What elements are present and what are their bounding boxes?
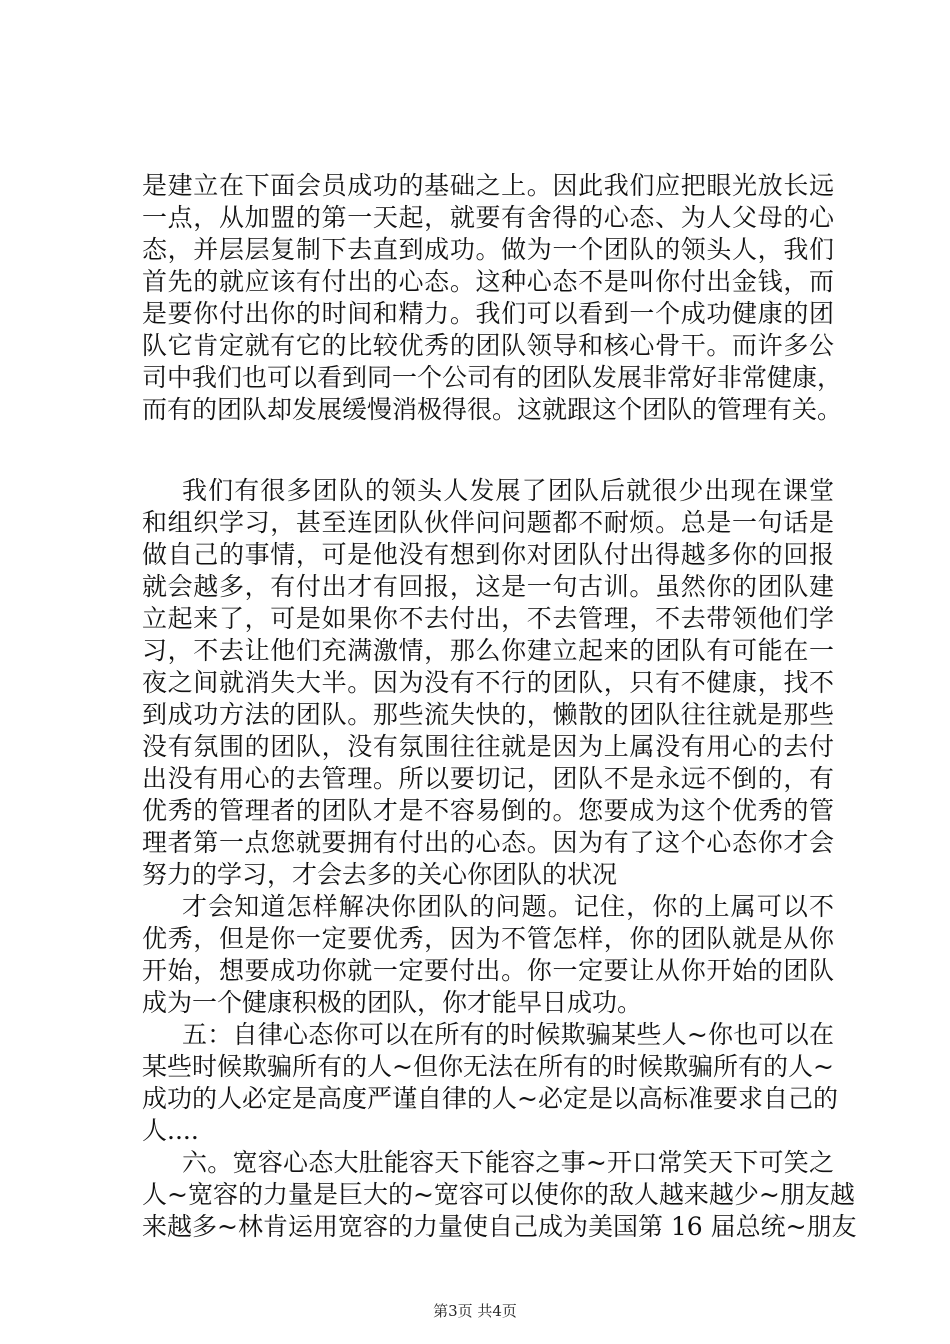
text-line: 努力的学习，才会去多的关心你团队的状况 <box>142 860 618 889</box>
text-line: 某些时候欺骗所有的人~但你无法在所有的时候欺骗所有的人~ <box>142 1052 834 1081</box>
paragraph-2 <box>142 475 834 891</box>
text-line: 出没有用心的去管理。所以要切记，团队不是永远不倒的，有 <box>142 764 834 793</box>
text-line: 优秀，但是你一定要优秀，因为不管怎样，你的团队就是从你 <box>142 924 834 953</box>
paragraph-spacer <box>142 426 834 475</box>
paragraph-1 <box>142 170 843 426</box>
text-line: 成功的人必定是高度严谨自律的人~必定是以高标准要求自己的 <box>142 1084 838 1113</box>
text-line: 立起来了，可是如果你不去付出，不去管理，不去带领他们学 <box>142 604 834 633</box>
text-line: 夜之间就消失大半。因为没有不行的团队，只有不健康，找不 <box>142 668 834 697</box>
page-body <box>142 170 857 1243</box>
text-line: 才会知道怎样解决你团队的问题。记住，你的上属可以不 <box>182 892 834 921</box>
page-footer: 第3页 共4页 <box>433 1302 517 1320</box>
text-line: 人.... <box>142 1116 199 1145</box>
text-line: 是要你付出你的时间和精力。我们可以看到一个成功健康的团 <box>142 299 834 328</box>
text-line: 五：自律心态你可以在所有的时候欺骗某些人~你也可以在 <box>182 1020 834 1049</box>
text-line: 来越多~林肯运用宽容的力量使自己成为美国第 16 届总统~朋友 <box>142 1212 857 1241</box>
text-line: 首先的就应该有付出的心态。这种心态不是叫你付出金钱，而 <box>142 267 834 296</box>
text-line: 态，并层层复制下去直到成功。做为一个团队的领头人，我们 <box>142 235 834 264</box>
paragraph-3 <box>142 891 834 1019</box>
paragraph-5 <box>142 1147 857 1243</box>
text-line: 和组织学习，甚至连团队伙伴问问题都不耐烦。总是一句话是 <box>142 508 834 537</box>
text-line: 开始，想要成功你就一定要付出。你一定要让从你开始的团队 <box>142 956 834 985</box>
paragraph-4 <box>142 1019 838 1147</box>
text-line: 成为一个健康积极的团队，你才能早日成功。 <box>142 988 643 1017</box>
text-line: 一点，从加盟的第一天起，就要有舍得的心态、为人父母的心 <box>142 203 834 232</box>
text-line: 就会越多，有付出才有回报，这是一句古训。虽然你的团队建 <box>142 572 834 601</box>
text-line: 队它肯定就有它的比较优秀的团队领导和核心骨干。而许多公 <box>142 331 834 360</box>
text-line: 没有氛围的团队，没有氛围往往就是因为上属没有用心的去付 <box>142 732 834 761</box>
text-line: 优秀的管理者的团队才是不容易倒的。您要成为这个优秀的管 <box>142 796 834 825</box>
text-line: 做自己的事情，可是他没有想到你对团队付出得越多你的回报 <box>142 540 834 569</box>
text-line: 习，不去让他们充满激情，那么你建立起来的团队有可能在一 <box>142 636 834 665</box>
text-line: 是建立在下面会员成功的基础之上。因此我们应把眼光放长远 <box>142 171 834 200</box>
text-line: 司中我们也可以看到同一个公司有的团队发展非常好非常健康， <box>142 363 843 392</box>
text-line: 理者第一点您就要拥有付出的心态。因为有了这个心态你才会 <box>142 828 834 857</box>
text-line: 我们有很多团队的领头人发展了团队后就很少出现在课堂 <box>182 476 834 505</box>
text-line: 而有的团队却发展缓慢消极得很。这就跟这个团队的管理有关。 <box>142 395 843 424</box>
text-line: 到成功方法的团队。那些流失快的，懒散的团队往往就是那些 <box>142 700 834 729</box>
text-line: 人~宽容的力量是巨大的~宽容可以使你的敌人越来越少~朋友越 <box>142 1180 855 1209</box>
text-line: 六。宽容心态大肚能容天下能容之事~开口常笑天下可笑之 <box>182 1148 834 1177</box>
